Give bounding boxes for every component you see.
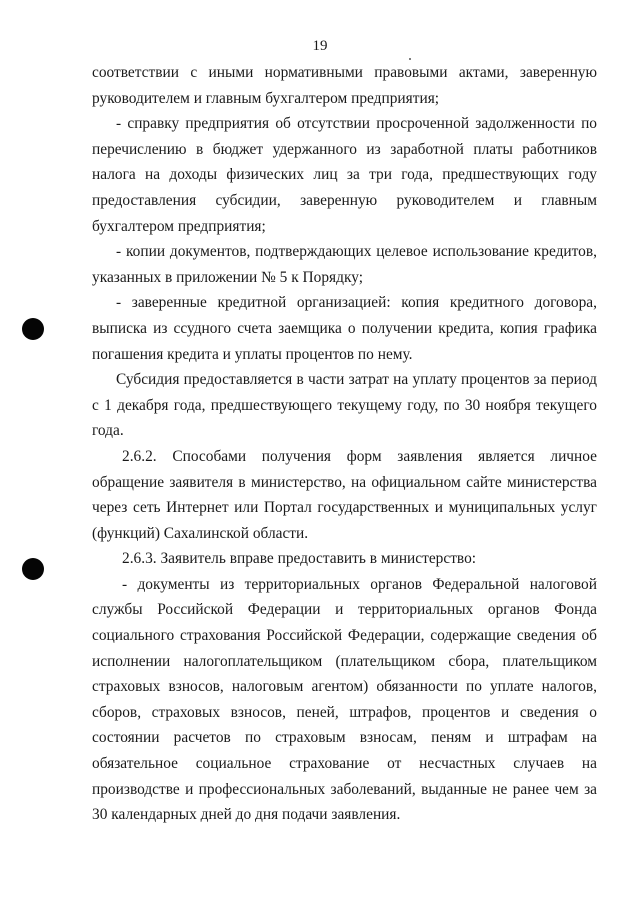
- page-number: 19: [312, 38, 328, 54]
- punch-hole-bottom: [22, 558, 44, 580]
- paragraph-fns-documents: - документы из территориальных органов Федеральной налоговой службы Российской Федерации и территориальных органов Фонда социального страхования Российской Федерации, содержащие сведения об исполнении налогоплательщиком (плательщиком сбора, плательщиком страховых взносов, налоговым агентом) обязанности по уплате налогов, сборов, страховых взносов, пеней, штрафов, процентов и сведения о состоянии расчетов по страховым взносам, пеням и штрафам на обязательное социальное страхование от несчастных случаев на производстве и профессиональных заболеваний, выданные не ранее чем за 30 календарных дней до дня подачи заявления.: [92, 575, 597, 824]
- document-body: [92, 60, 597, 828]
- paragraph-subsidy-period: Субсидия предоставляется в части затрат на уплату процентов за период с 1 декабря года, предшествующего текущему году, по 30 ноября текущего года.: [92, 371, 597, 440]
- paragraph-loan-documents: - копии документов, подтверждающих целевое использование кредитов, указанных в приложении № 5 к Порядку;: [92, 243, 597, 286]
- paragraph-bank-documents: - заверенные кредитной организацией: копия кредитного договора, выписка из ссудного счета заемщика о получении кредита, копия графика погашения кредита и уплаты процентов по нему.: [92, 294, 597, 363]
- paragraph-2-6-3: 2.6.3. Заявитель вправе предоставить в министерство:: [122, 550, 477, 568]
- paragraph-tax-certificate: - справку предприятия об отсутствии просроченной задолженности по перечислению в бюджет удержанного из заработной платы работников налога на доходы физических лиц за три года, предшествующих году предоставления субсидии, заверенную руководителем и главным бухгалтером предприятия;: [92, 115, 597, 235]
- paragraph-2-6-2: 2.6.2. Способами получения форм заявления является личное обращение заявителя в министерство, на официальном сайте министерства через сеть Интернет или Портал государственных и муниципальных услуг (функций) Сахалинской области.: [92, 447, 597, 542]
- paragraph-continuation: соответствии с иными нормативными правовыми актами, заверенную руководителем и главным бухгалтером предприятия;: [92, 64, 597, 107]
- punch-hole-top: [22, 318, 44, 340]
